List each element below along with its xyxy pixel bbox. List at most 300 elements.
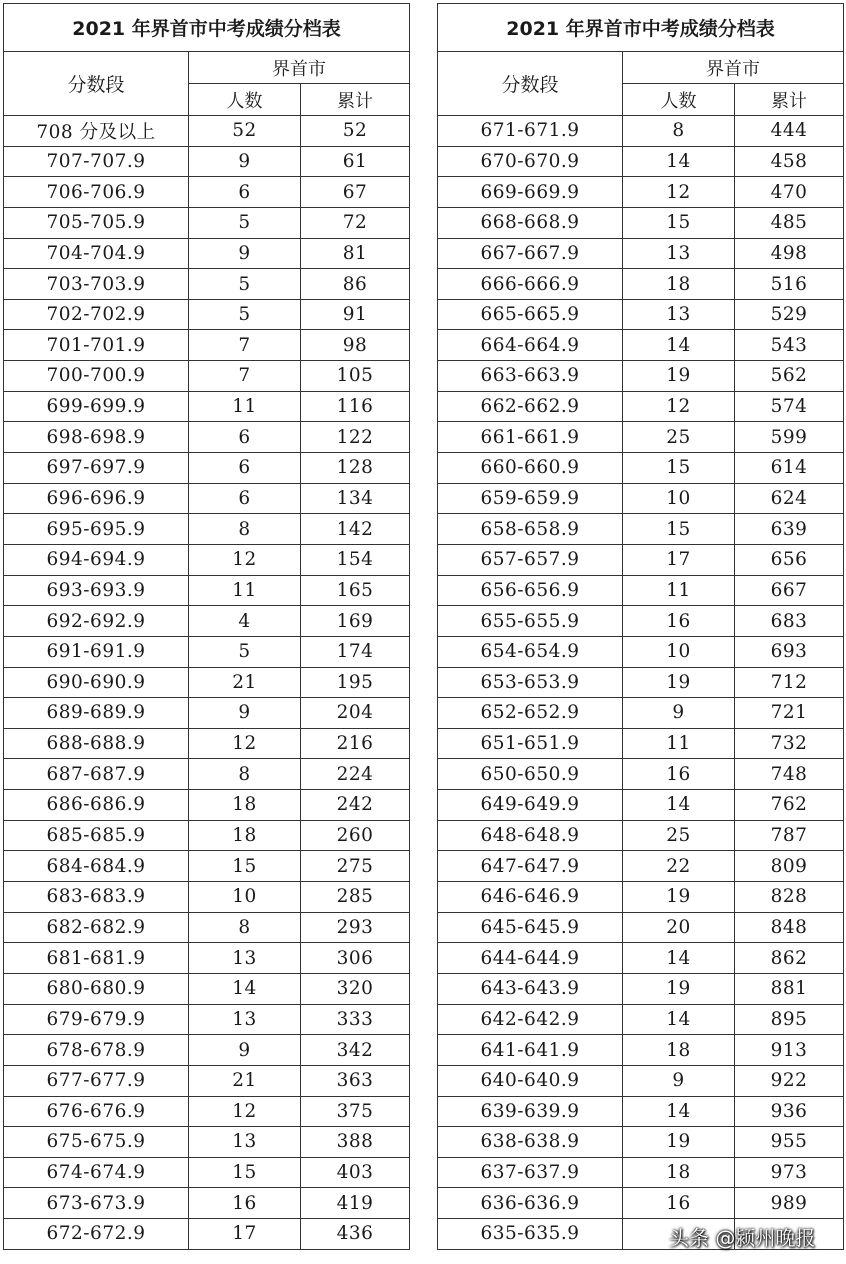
cumulative-cell: 444: [735, 116, 844, 147]
header-row: [438, 52, 844, 84]
count-cell: 8: [189, 759, 301, 790]
cumulative-cell: 128: [301, 453, 410, 484]
count-cell: 12: [623, 177, 735, 208]
cumulative-cell: 403: [301, 1157, 410, 1188]
table-row: [438, 177, 844, 208]
cumulative-cell: 142: [301, 514, 410, 545]
count-cell: 14: [623, 1096, 735, 1127]
count-cell: 9: [189, 1035, 301, 1066]
count-cell: 8: [189, 912, 301, 943]
cumulative-cell: 195: [301, 667, 410, 698]
table-row: [438, 943, 844, 974]
table-row: [438, 606, 844, 637]
count-cell: 12: [623, 391, 735, 422]
cumulative-cell: 922: [735, 1065, 844, 1096]
score-range-cell: 687-687.9: [4, 759, 189, 790]
table-row: [4, 1127, 410, 1158]
cumulative-cell: 973: [735, 1157, 844, 1188]
score-range-cell: 702-702.9: [4, 299, 189, 330]
table-row: [4, 299, 410, 330]
table-row: [4, 1035, 410, 1066]
table-row: [438, 116, 844, 147]
score-range-cell: 669-669.9: [438, 177, 623, 208]
table-row: [438, 238, 844, 269]
score-range-cell: 638-638.9: [438, 1127, 623, 1158]
cumulative-header: 累计: [301, 84, 410, 116]
count-cell: 5: [189, 636, 301, 667]
cumulative-cell: 375: [301, 1096, 410, 1127]
cumulative-cell: 134: [301, 483, 410, 514]
table-row: [4, 1188, 410, 1219]
score-range-cell: 662-662.9: [438, 391, 623, 422]
cumulative-cell: 748: [735, 759, 844, 790]
table-row: [438, 851, 844, 882]
score-range-cell: 674-674.9: [4, 1157, 189, 1188]
cumulative-cell: 419: [301, 1188, 410, 1219]
count-cell: 14: [623, 943, 735, 974]
count-cell: 25: [623, 422, 735, 453]
score-range-cell: 665-665.9: [438, 299, 623, 330]
table-row: [4, 575, 410, 606]
count-cell: 13: [623, 299, 735, 330]
count-cell: 8: [623, 116, 735, 147]
table-row: [4, 698, 410, 729]
score-range-cell: 652-652.9: [438, 698, 623, 729]
count-cell: 4: [189, 606, 301, 637]
table-row: [4, 759, 410, 790]
cumulative-cell: 732: [735, 728, 844, 759]
table-row: [438, 636, 844, 667]
count-cell: 14: [189, 973, 301, 1004]
count-cell: 18: [189, 790, 301, 821]
count-cell: 16: [623, 606, 735, 637]
count-cell: 18: [189, 820, 301, 851]
count-cell: 10: [623, 636, 735, 667]
table-row: [4, 207, 410, 238]
table-row: [438, 483, 844, 514]
score-range-cell: 635-635.9: [438, 1219, 623, 1250]
score-range-cell: 643-643.9: [438, 973, 623, 1004]
score-range-cell: 650-650.9: [438, 759, 623, 790]
table-row: [4, 1065, 410, 1096]
table-title: 2021 年界首市中考成绩分档表: [4, 4, 410, 52]
score-range-cell: 659-659.9: [438, 483, 623, 514]
table-row: [4, 636, 410, 667]
table-row: [438, 1004, 844, 1035]
count-cell: 19: [623, 973, 735, 1004]
cumulative-cell: 624: [735, 483, 844, 514]
score-range-cell: 653-653.9: [438, 667, 623, 698]
cumulative-cell: 639: [735, 514, 844, 545]
table-row: [438, 1065, 844, 1096]
table-row: [4, 116, 410, 147]
table-row: [438, 1035, 844, 1066]
cumulative-cell: 342: [301, 1035, 410, 1066]
segment-header: 分数段: [4, 52, 189, 116]
count-header: 人数: [623, 84, 735, 116]
score-range-cell: 684-684.9: [4, 851, 189, 882]
count-cell: 5: [189, 269, 301, 300]
cumulative-cell: 275: [301, 851, 410, 882]
cumulative-cell: 955: [735, 1127, 844, 1158]
cumulative-cell: 614: [735, 453, 844, 484]
count-cell: 5: [189, 299, 301, 330]
table-row: [438, 544, 844, 575]
score-range-cell: 668-668.9: [438, 207, 623, 238]
table-row: [4, 544, 410, 575]
count-cell: 18: [623, 1035, 735, 1066]
score-range-cell: 692-692.9: [4, 606, 189, 637]
score-range-cell: 689-689.9: [4, 698, 189, 729]
table-row: [438, 1127, 844, 1158]
table-row: [438, 698, 844, 729]
count-cell: 9: [623, 698, 735, 729]
score-range-cell: 701-701.9: [4, 330, 189, 361]
count-cell: 22: [623, 851, 735, 882]
cumulative-cell: 72: [301, 207, 410, 238]
count-cell: 14: [623, 330, 735, 361]
count-cell: 25: [623, 820, 735, 851]
score-range-cell: 706-706.9: [4, 177, 189, 208]
cumulative-cell: 787: [735, 820, 844, 851]
table-row: [438, 207, 844, 238]
score-range-cell: 645-645.9: [438, 912, 623, 943]
count-cell: 17: [623, 544, 735, 575]
count-cell: 13: [189, 1127, 301, 1158]
count-cell: 6: [189, 422, 301, 453]
cumulative-cell: 693: [735, 636, 844, 667]
cumulative-cell: 86: [301, 269, 410, 300]
count-cell: 52: [189, 116, 301, 147]
cumulative-cell: 306: [301, 943, 410, 974]
count-cell: 18: [623, 269, 735, 300]
cumulative-cell: 529: [735, 299, 844, 330]
count-cell: 21: [189, 1065, 301, 1096]
cumulative-cell: 989: [735, 1188, 844, 1219]
cumulative-cell: 458: [735, 146, 844, 177]
table-row: [4, 820, 410, 851]
table-row: [438, 391, 844, 422]
table-row: [4, 453, 410, 484]
count-cell: 6: [189, 177, 301, 208]
count-cell: 6: [189, 483, 301, 514]
table-row: [438, 759, 844, 790]
score-range-cell: 663-663.9: [438, 361, 623, 392]
cumulative-cell: 165: [301, 575, 410, 606]
cumulative-cell: 333: [301, 1004, 410, 1035]
score-range-cell: 658-658.9: [438, 514, 623, 545]
score-range-cell: 673-673.9: [4, 1188, 189, 1219]
cumulative-cell: 174: [301, 636, 410, 667]
table-row: [438, 514, 844, 545]
segment-header: 分数段: [438, 52, 623, 116]
cumulative-cell: 936: [735, 1096, 844, 1127]
count-cell: 5: [189, 207, 301, 238]
count-cell: 11: [189, 391, 301, 422]
score-range-cell: 699-699.9: [4, 391, 189, 422]
count-cell: 15: [623, 514, 735, 545]
score-table-right: [437, 3, 844, 1250]
score-range-cell: 655-655.9: [438, 606, 623, 637]
count-cell: 21: [189, 667, 301, 698]
table-row: [438, 820, 844, 851]
table-row: [4, 606, 410, 637]
cumulative-cell: 574: [735, 391, 844, 422]
cumulative-cell: 98: [301, 330, 410, 361]
table-row: [438, 1157, 844, 1188]
table-row: [4, 1219, 410, 1250]
score-range-cell: 671-671.9: [438, 116, 623, 147]
table-row: [4, 361, 410, 392]
score-range-cell: 691-691.9: [4, 636, 189, 667]
score-range-cell: 680-680.9: [4, 973, 189, 1004]
count-cell: 6: [189, 453, 301, 484]
cumulative-cell: 436: [301, 1219, 410, 1250]
cumulative-cell: 470: [735, 177, 844, 208]
table-row: [4, 973, 410, 1004]
table-row: [4, 514, 410, 545]
score-range-cell: 640-640.9: [438, 1065, 623, 1096]
score-range-cell: 677-677.9: [4, 1065, 189, 1096]
cumulative-cell: 895: [735, 1004, 844, 1035]
table-row: [4, 177, 410, 208]
count-cell: 10: [189, 882, 301, 913]
cumulative-cell: 667: [735, 575, 844, 606]
cumulative-cell: 848: [735, 912, 844, 943]
cumulative-cell: 862: [735, 943, 844, 974]
table-row: [438, 330, 844, 361]
table-row: [4, 330, 410, 361]
table-row: [438, 422, 844, 453]
title-row: [4, 4, 410, 52]
cumulative-cell: 363: [301, 1065, 410, 1096]
score-range-cell: 672-672.9: [4, 1219, 189, 1250]
count-cell: 13: [189, 943, 301, 974]
table-row: [4, 728, 410, 759]
cumulative-cell: 105: [301, 361, 410, 392]
count-cell: 13: [189, 1004, 301, 1035]
cumulative-cell: 809: [735, 851, 844, 882]
header-row: [4, 52, 410, 84]
score-range-cell: 690-690.9: [4, 667, 189, 698]
score-table-left: [3, 3, 410, 1250]
score-range-cell: 676-676.9: [4, 1096, 189, 1127]
cumulative-cell: 320: [301, 973, 410, 1004]
table-row: [438, 1188, 844, 1219]
score-range-cell: 647-647.9: [438, 851, 623, 882]
cumulative-cell: 260: [301, 820, 410, 851]
table-row: [438, 728, 844, 759]
table-row: [4, 146, 410, 177]
count-cell: 8: [189, 514, 301, 545]
count-cell: 15: [189, 1157, 301, 1188]
table-row: [4, 483, 410, 514]
count-cell: 16: [623, 1188, 735, 1219]
count-cell: 14: [623, 146, 735, 177]
cumulative-cell: 116: [301, 391, 410, 422]
cumulative-cell: 543: [735, 330, 844, 361]
table-row: [438, 667, 844, 698]
score-range-cell: 696-696.9: [4, 483, 189, 514]
table-row: [4, 1096, 410, 1127]
score-range-cell: 636-636.9: [438, 1188, 623, 1219]
count-cell: 15: [623, 207, 735, 238]
count-cell: 11: [623, 728, 735, 759]
cumulative-cell: 52: [301, 116, 410, 147]
table-row: [4, 912, 410, 943]
score-range-cell: 688-688.9: [4, 728, 189, 759]
count-cell: 11: [623, 575, 735, 606]
table-row: [4, 269, 410, 300]
table-row: [438, 882, 844, 913]
score-range-cell: 651-651.9: [438, 728, 623, 759]
count-cell: 7: [189, 330, 301, 361]
count-cell: 17: [189, 1219, 301, 1250]
score-range-cell: 656-656.9: [438, 575, 623, 606]
count-cell: 20: [623, 912, 735, 943]
table-row: [438, 299, 844, 330]
count-cell: 14: [623, 790, 735, 821]
cumulative-cell: 913: [735, 1035, 844, 1066]
score-range-cell: 705-705.9: [4, 207, 189, 238]
cumulative-cell: 828: [735, 882, 844, 913]
cumulative-cell: 656: [735, 544, 844, 575]
score-table-left-body: [4, 4, 410, 1250]
table-row: [4, 882, 410, 913]
count-cell: 15: [623, 453, 735, 484]
table-row: [438, 146, 844, 177]
count-cell: 16: [623, 759, 735, 790]
score-range-cell: 661-661.9: [438, 422, 623, 453]
count-cell: 19: [623, 1127, 735, 1158]
table-row: [438, 269, 844, 300]
score-range-cell: 642-642.9: [438, 1004, 623, 1035]
score-range-cell: 708 分及以上: [4, 116, 189, 147]
score-table-right-body: [438, 4, 844, 1250]
watermark: 头条 @颍州晚报: [669, 1226, 816, 1250]
city-header: 界首市: [189, 52, 410, 84]
score-range-cell: 641-641.9: [438, 1035, 623, 1066]
count-cell: 16: [189, 1188, 301, 1219]
score-range-cell: 637-637.9: [438, 1157, 623, 1188]
count-cell: 9: [189, 238, 301, 269]
table-row: [438, 790, 844, 821]
cumulative-cell: 169: [301, 606, 410, 637]
count-cell: 19: [623, 882, 735, 913]
table-row: [4, 667, 410, 698]
cumulative-cell: 388: [301, 1127, 410, 1158]
cumulative-cell: 293: [301, 912, 410, 943]
count-cell: 12: [189, 728, 301, 759]
cumulative-cell: 122: [301, 422, 410, 453]
table-row: [438, 1096, 844, 1127]
cumulative-cell: 216: [301, 728, 410, 759]
table-row: [438, 912, 844, 943]
cumulative-cell: 881: [735, 973, 844, 1004]
score-range-cell: 670-670.9: [438, 146, 623, 177]
count-cell: 18: [623, 1157, 735, 1188]
score-range-cell: 700-700.9: [4, 361, 189, 392]
table-row: [4, 943, 410, 974]
cumulative-cell: 285: [301, 882, 410, 913]
cumulative-cell: 762: [735, 790, 844, 821]
score-range-cell: 686-686.9: [4, 790, 189, 821]
score-range-cell: 675-675.9: [4, 1127, 189, 1158]
score-range-cell: 648-648.9: [438, 820, 623, 851]
table-row: [438, 361, 844, 392]
score-range-cell: 654-654.9: [438, 636, 623, 667]
cumulative-cell: 721: [735, 698, 844, 729]
table-row: [4, 238, 410, 269]
table-row: [438, 973, 844, 1004]
count-cell: 9: [189, 146, 301, 177]
cumulative-cell: 81: [301, 238, 410, 269]
score-range-cell: 697-697.9: [4, 453, 189, 484]
cumulative-cell: 224: [301, 759, 410, 790]
score-range-cell: 649-649.9: [438, 790, 623, 821]
score-range-cell: 703-703.9: [4, 269, 189, 300]
table-row: [4, 851, 410, 882]
count-cell: 9: [623, 1065, 735, 1096]
score-range-cell: 646-646.9: [438, 882, 623, 913]
table-row: [4, 391, 410, 422]
score-range-cell: 707-707.9: [4, 146, 189, 177]
score-range-cell: 667-667.9: [438, 238, 623, 269]
score-range-cell: 683-683.9: [4, 882, 189, 913]
score-range-cell: 694-694.9: [4, 544, 189, 575]
count-cell: 11: [189, 575, 301, 606]
count-header: 人数: [189, 84, 301, 116]
score-range-cell: 685-685.9: [4, 820, 189, 851]
table-title: 2021 年界首市中考成绩分档表: [438, 4, 844, 52]
score-range-cell: 666-666.9: [438, 269, 623, 300]
count-cell: 14: [623, 1004, 735, 1035]
table-row: [4, 1157, 410, 1188]
score-range-cell: 664-664.9: [438, 330, 623, 361]
score-range-cell: 644-644.9: [438, 943, 623, 974]
cumulative-cell: 91: [301, 299, 410, 330]
count-cell: 9: [189, 698, 301, 729]
cumulative-cell: 712: [735, 667, 844, 698]
count-cell: 13: [623, 238, 735, 269]
cumulative-cell: 498: [735, 238, 844, 269]
cumulative-cell: 67: [301, 177, 410, 208]
cumulative-header: 累计: [735, 84, 844, 116]
cumulative-cell: 683: [735, 606, 844, 637]
cumulative-cell: 204: [301, 698, 410, 729]
count-cell: 19: [623, 667, 735, 698]
cumulative-cell: 242: [301, 790, 410, 821]
score-range-cell: 681-681.9: [4, 943, 189, 974]
count-cell: 15: [189, 851, 301, 882]
count-cell: 12: [189, 544, 301, 575]
score-range-cell: 679-679.9: [4, 1004, 189, 1035]
cumulative-cell: 599: [735, 422, 844, 453]
score-range-cell: 682-682.9: [4, 912, 189, 943]
count-cell: 12: [189, 1096, 301, 1127]
cumulative-cell: 516: [735, 269, 844, 300]
title-row: [438, 4, 844, 52]
city-header: 界首市: [623, 52, 844, 84]
count-cell: 7: [189, 361, 301, 392]
cumulative-cell: 562: [735, 361, 844, 392]
score-range-cell: 695-695.9: [4, 514, 189, 545]
count-cell: 10: [623, 483, 735, 514]
table-row: [4, 422, 410, 453]
count-cell: 19: [623, 361, 735, 392]
table-row: [438, 453, 844, 484]
score-range-cell: 698-698.9: [4, 422, 189, 453]
